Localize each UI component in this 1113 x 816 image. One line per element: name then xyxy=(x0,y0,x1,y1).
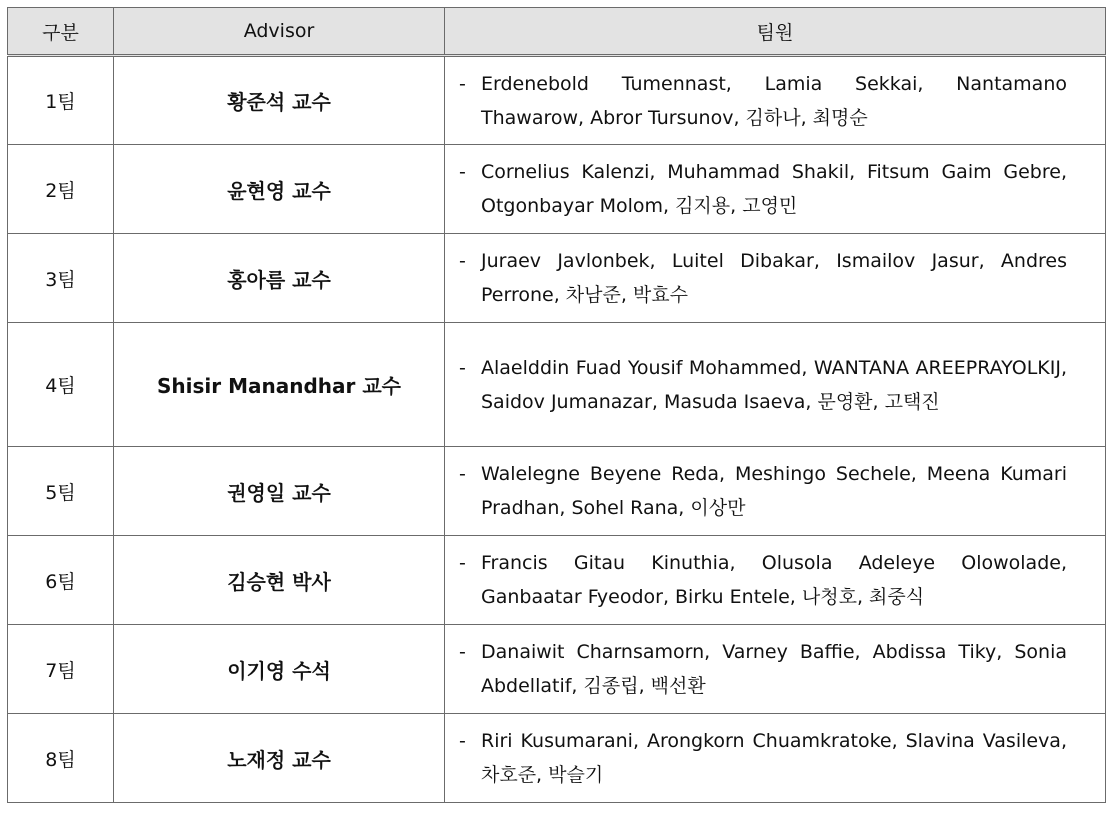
advisor-cell: 황준석 교수 xyxy=(114,56,445,145)
members-text: Alaelddin Fuad Yousif Mohammed, WANTANA AREEPRAYOLKIJ, Saidov Jumanazar, Masuda Isaeva, 문영환, 고택진 xyxy=(481,356,1067,413)
advisor-cell: 이기영 수석 xyxy=(114,625,445,714)
members-cell xyxy=(445,234,1106,323)
members-cell xyxy=(445,625,1106,714)
members-cell xyxy=(445,145,1106,234)
advisor-cell: 홍아름 교수 xyxy=(114,234,445,323)
table-row xyxy=(8,625,1106,714)
members-text: Cornelius Kalenzi, Muhammad Shakil, Fitsum Gaim Gebre, Otgonbayar Molom, 김지용, 고영민 xyxy=(481,161,1067,217)
members-cell xyxy=(445,714,1106,803)
members-text: Riri Kusumarani, Arongkorn Chuamkratoke, Slavina Vasileva, 차호준, 박슬기 xyxy=(481,730,1067,786)
bullet-dash: - xyxy=(459,161,466,183)
members-cell xyxy=(445,323,1106,447)
bullet-dash: - xyxy=(459,356,466,379)
team-cell: 5팀 xyxy=(8,447,114,536)
team-cell: 7팀 xyxy=(8,625,114,714)
bullet-dash: - xyxy=(459,641,466,663)
table-row xyxy=(8,56,1106,145)
advisor-cell: 윤현영 교수 xyxy=(114,145,445,234)
table-row xyxy=(8,145,1106,234)
table-row xyxy=(8,714,1106,803)
team-cell: 4팀 xyxy=(8,323,114,447)
header-members: 팀원 xyxy=(445,8,1106,56)
table-row xyxy=(8,234,1106,323)
members-text: Erdenebold Tumennast, Lamia Sekkai, Nantamano Thawarow, Abror Tursunov, 김하나, 최명순 xyxy=(481,72,1067,129)
table-row xyxy=(8,447,1106,536)
members-cell xyxy=(445,536,1106,625)
bullet-dash: - xyxy=(459,730,466,752)
team-cell: 1팀 xyxy=(8,56,114,145)
header-advisor: Advisor xyxy=(114,8,445,56)
members-text: Francis Gitau Kinuthia, Olusola Adeleye Olowolade, Ganbaatar Fyeodor, Birku Entele, 나청호, 최중식 xyxy=(481,552,1067,608)
team-cell: 8팀 xyxy=(8,714,114,803)
members-text: Walelegne Beyene Reda, Meshingo Sechele, Meena Kumari Pradhan, Sohel Rana, 이상만 xyxy=(481,463,1067,519)
members-text: Juraev Javlonbek, Luitel Dibakar, Ismailov Jasur, Andres Perrone, 차남준, 박효수 xyxy=(481,250,1067,306)
table-row xyxy=(8,536,1106,625)
bullet-dash: - xyxy=(459,463,466,485)
advisor-cell: Shisir Manandhar 교수 xyxy=(114,323,445,447)
team-cell: 3팀 xyxy=(8,234,114,323)
bullet-dash: - xyxy=(459,552,466,574)
members-cell xyxy=(445,56,1106,145)
bullet-dash: - xyxy=(459,72,466,95)
members-text: Danaiwit Charnsamorn, Varney Baffie, Abdissa Tiky, Sonia Abdellatif, 김종립, 백선환 xyxy=(481,641,1067,697)
table-row xyxy=(8,323,1106,447)
advisor-cell: 김승현 박사 xyxy=(114,536,445,625)
team-table-container xyxy=(7,7,1105,803)
header-division: 구분 xyxy=(8,8,114,56)
team-cell: 6팀 xyxy=(8,536,114,625)
advisor-cell: 권영일 교수 xyxy=(114,447,445,536)
team-table xyxy=(7,7,1106,803)
members-cell xyxy=(445,447,1106,536)
bullet-dash: - xyxy=(459,250,466,272)
advisor-cell: 노재정 교수 xyxy=(114,714,445,803)
team-cell: 2팀 xyxy=(8,145,114,234)
table-header-row xyxy=(8,8,1106,56)
